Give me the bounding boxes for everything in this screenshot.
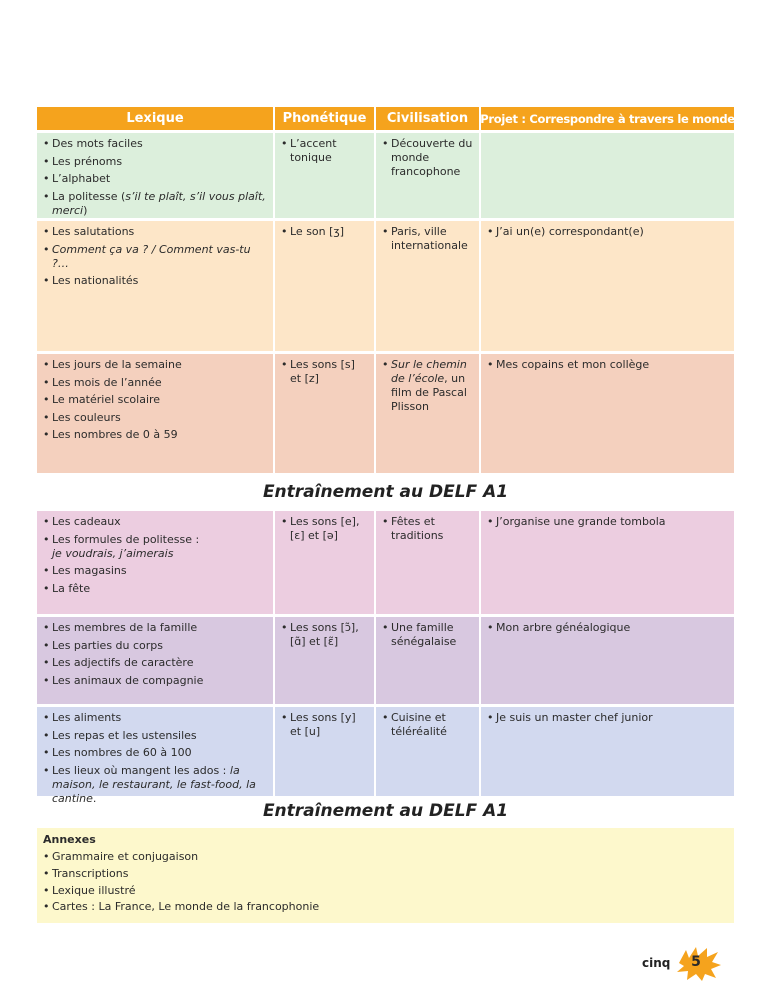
list-item: • Les mois de l’année	[43, 376, 267, 390]
list-item: • Lexique illustré	[43, 884, 728, 898]
annexes-title: Annexes	[43, 833, 96, 846]
table-cell-lexique	[37, 354, 273, 473]
table-cell-civilisation	[376, 221, 479, 351]
list-item: • Les prénoms	[43, 155, 267, 169]
list-item: • Paris, ville internationale	[382, 225, 473, 253]
italic-text: la maison, le restaurant, le fast-food, la cantine	[52, 763, 256, 805]
list-item: • La fête	[43, 582, 267, 596]
list-item: • Les sons [e], [ɛ] et [ə]	[281, 515, 368, 543]
table-cell-phonetique	[275, 133, 374, 218]
list-item: • Je suis un master chef junior	[487, 711, 728, 725]
page-word: cinq	[642, 956, 671, 970]
text: Les formules de politesse :	[52, 532, 200, 546]
table-cell-civilisation	[376, 617, 479, 704]
list-item: • Les couleurs	[43, 411, 267, 425]
list-item: • Grammaire et conjugaison	[43, 850, 728, 864]
table-cell-projet	[481, 221, 734, 351]
table-cell-projet	[481, 511, 734, 614]
list-item: • Découverte du monde francophone	[382, 137, 473, 179]
table-cell-lexique	[37, 511, 273, 614]
list-item: • Mon arbre généalogique	[487, 621, 728, 635]
table-cell-phonetique	[275, 354, 374, 473]
list-item: • Les nombres de 0 à 59	[43, 428, 267, 442]
page-number: 5	[691, 954, 701, 970]
table-cell-projet	[481, 354, 734, 473]
table-cell-phonetique	[275, 511, 374, 614]
text: Les lieux où mangent les ados :	[52, 763, 230, 777]
list-item	[43, 190, 267, 218]
text: La politesse (	[52, 189, 126, 203]
list-item: • Les cadeaux	[43, 515, 267, 529]
text: .	[92, 791, 97, 805]
list-item: • Les repas et les ustensiles	[43, 729, 267, 743]
table-block-2	[37, 511, 734, 805]
italic-text: je voudrais, j’aimerais	[52, 546, 174, 560]
table-block-1	[37, 133, 734, 473]
annexes-box	[37, 828, 734, 923]
delf-heading: Entraînement au DELF A1	[262, 482, 509, 502]
table-cell-civilisation	[376, 707, 479, 796]
list-item: • Les sons [y] et [u]	[281, 711, 368, 739]
list-item: • Les jours de la semaine	[43, 358, 267, 372]
table-cell-projet	[481, 707, 734, 796]
list-item: • Les nombres de 60 à 100	[43, 746, 267, 760]
header-phonetique: Phonétique	[275, 107, 374, 130]
delf-heading: Entraînement au DELF A1	[262, 801, 509, 821]
list-item: • Des mots faciles	[43, 137, 267, 151]
list-item: • Les animaux de compagnie	[43, 674, 267, 688]
list-item: • Cartes : La France, Le monde de la francophonie	[43, 900, 728, 914]
table-cell-lexique	[37, 221, 273, 351]
table-header	[37, 107, 734, 130]
text: )	[83, 203, 88, 217]
header-lexique: Lexique	[37, 107, 273, 130]
list-item: • Cuisine et téléréalité	[382, 711, 473, 739]
italic-text: Sur le chemin de l’école	[391, 358, 467, 385]
list-item: • Transcriptions	[43, 867, 728, 881]
table-cell-phonetique	[275, 221, 374, 351]
list-item: • Le matériel scolaire	[43, 393, 267, 407]
list-item	[43, 764, 267, 806]
header-projet: Projet : Correspondre à travers le monde	[481, 107, 734, 130]
list-item	[43, 243, 267, 271]
table-cell-phonetique	[275, 707, 374, 796]
table-cell-projet	[481, 133, 734, 218]
table-cell-civilisation	[376, 511, 479, 614]
table-cell-civilisation	[376, 354, 479, 473]
list-item: • Les salutations	[43, 225, 267, 239]
list-item: • Les magasins	[43, 564, 267, 578]
list-item: • Une famille sénégalaise	[382, 621, 473, 649]
list-item: • Les sons [ɔ̃], [ɑ̃] et [ɛ̃]	[281, 621, 368, 649]
table-cell-lexique	[37, 617, 273, 704]
list-item	[382, 358, 473, 414]
list-item: • Les parties du corps	[43, 639, 267, 653]
table-cell-phonetique	[275, 617, 374, 704]
text: , un film de Pascal Plisson	[391, 372, 467, 413]
list-item: • J’ai un(e) correspondant(e)	[487, 225, 728, 239]
list-item: • Les aliments	[43, 711, 267, 725]
list-item: • Les membres de la famille	[43, 621, 267, 635]
italic-text: Comment ça va ? / Comment vas-tu ?…	[52, 242, 251, 270]
list-item: • J’organise une grande tombola	[487, 515, 728, 529]
list-item: • L’alphabet	[43, 172, 267, 186]
list-item: • Les adjectifs de caractère	[43, 656, 267, 670]
list-item	[43, 533, 267, 561]
list-item: • Fêtes et traditions	[382, 515, 473, 543]
table-cell-projet	[481, 617, 734, 704]
list-item: • Les sons [s] et [z]	[281, 358, 368, 386]
list-item: • Mes copains et mon collège	[487, 358, 728, 372]
list-item: • Le son [ʒ]	[281, 225, 368, 239]
table-cell-lexique	[37, 133, 273, 218]
list-item: • L’accent tonique	[281, 137, 368, 165]
table-cell-lexique	[37, 707, 273, 805]
list-item: • Les nationalités	[43, 274, 267, 288]
table-cell-civilisation	[376, 133, 479, 218]
italic-text: s’il te plaît, s’il vous plaît, merci	[52, 189, 266, 217]
header-civilisation: Civilisation	[376, 107, 479, 130]
